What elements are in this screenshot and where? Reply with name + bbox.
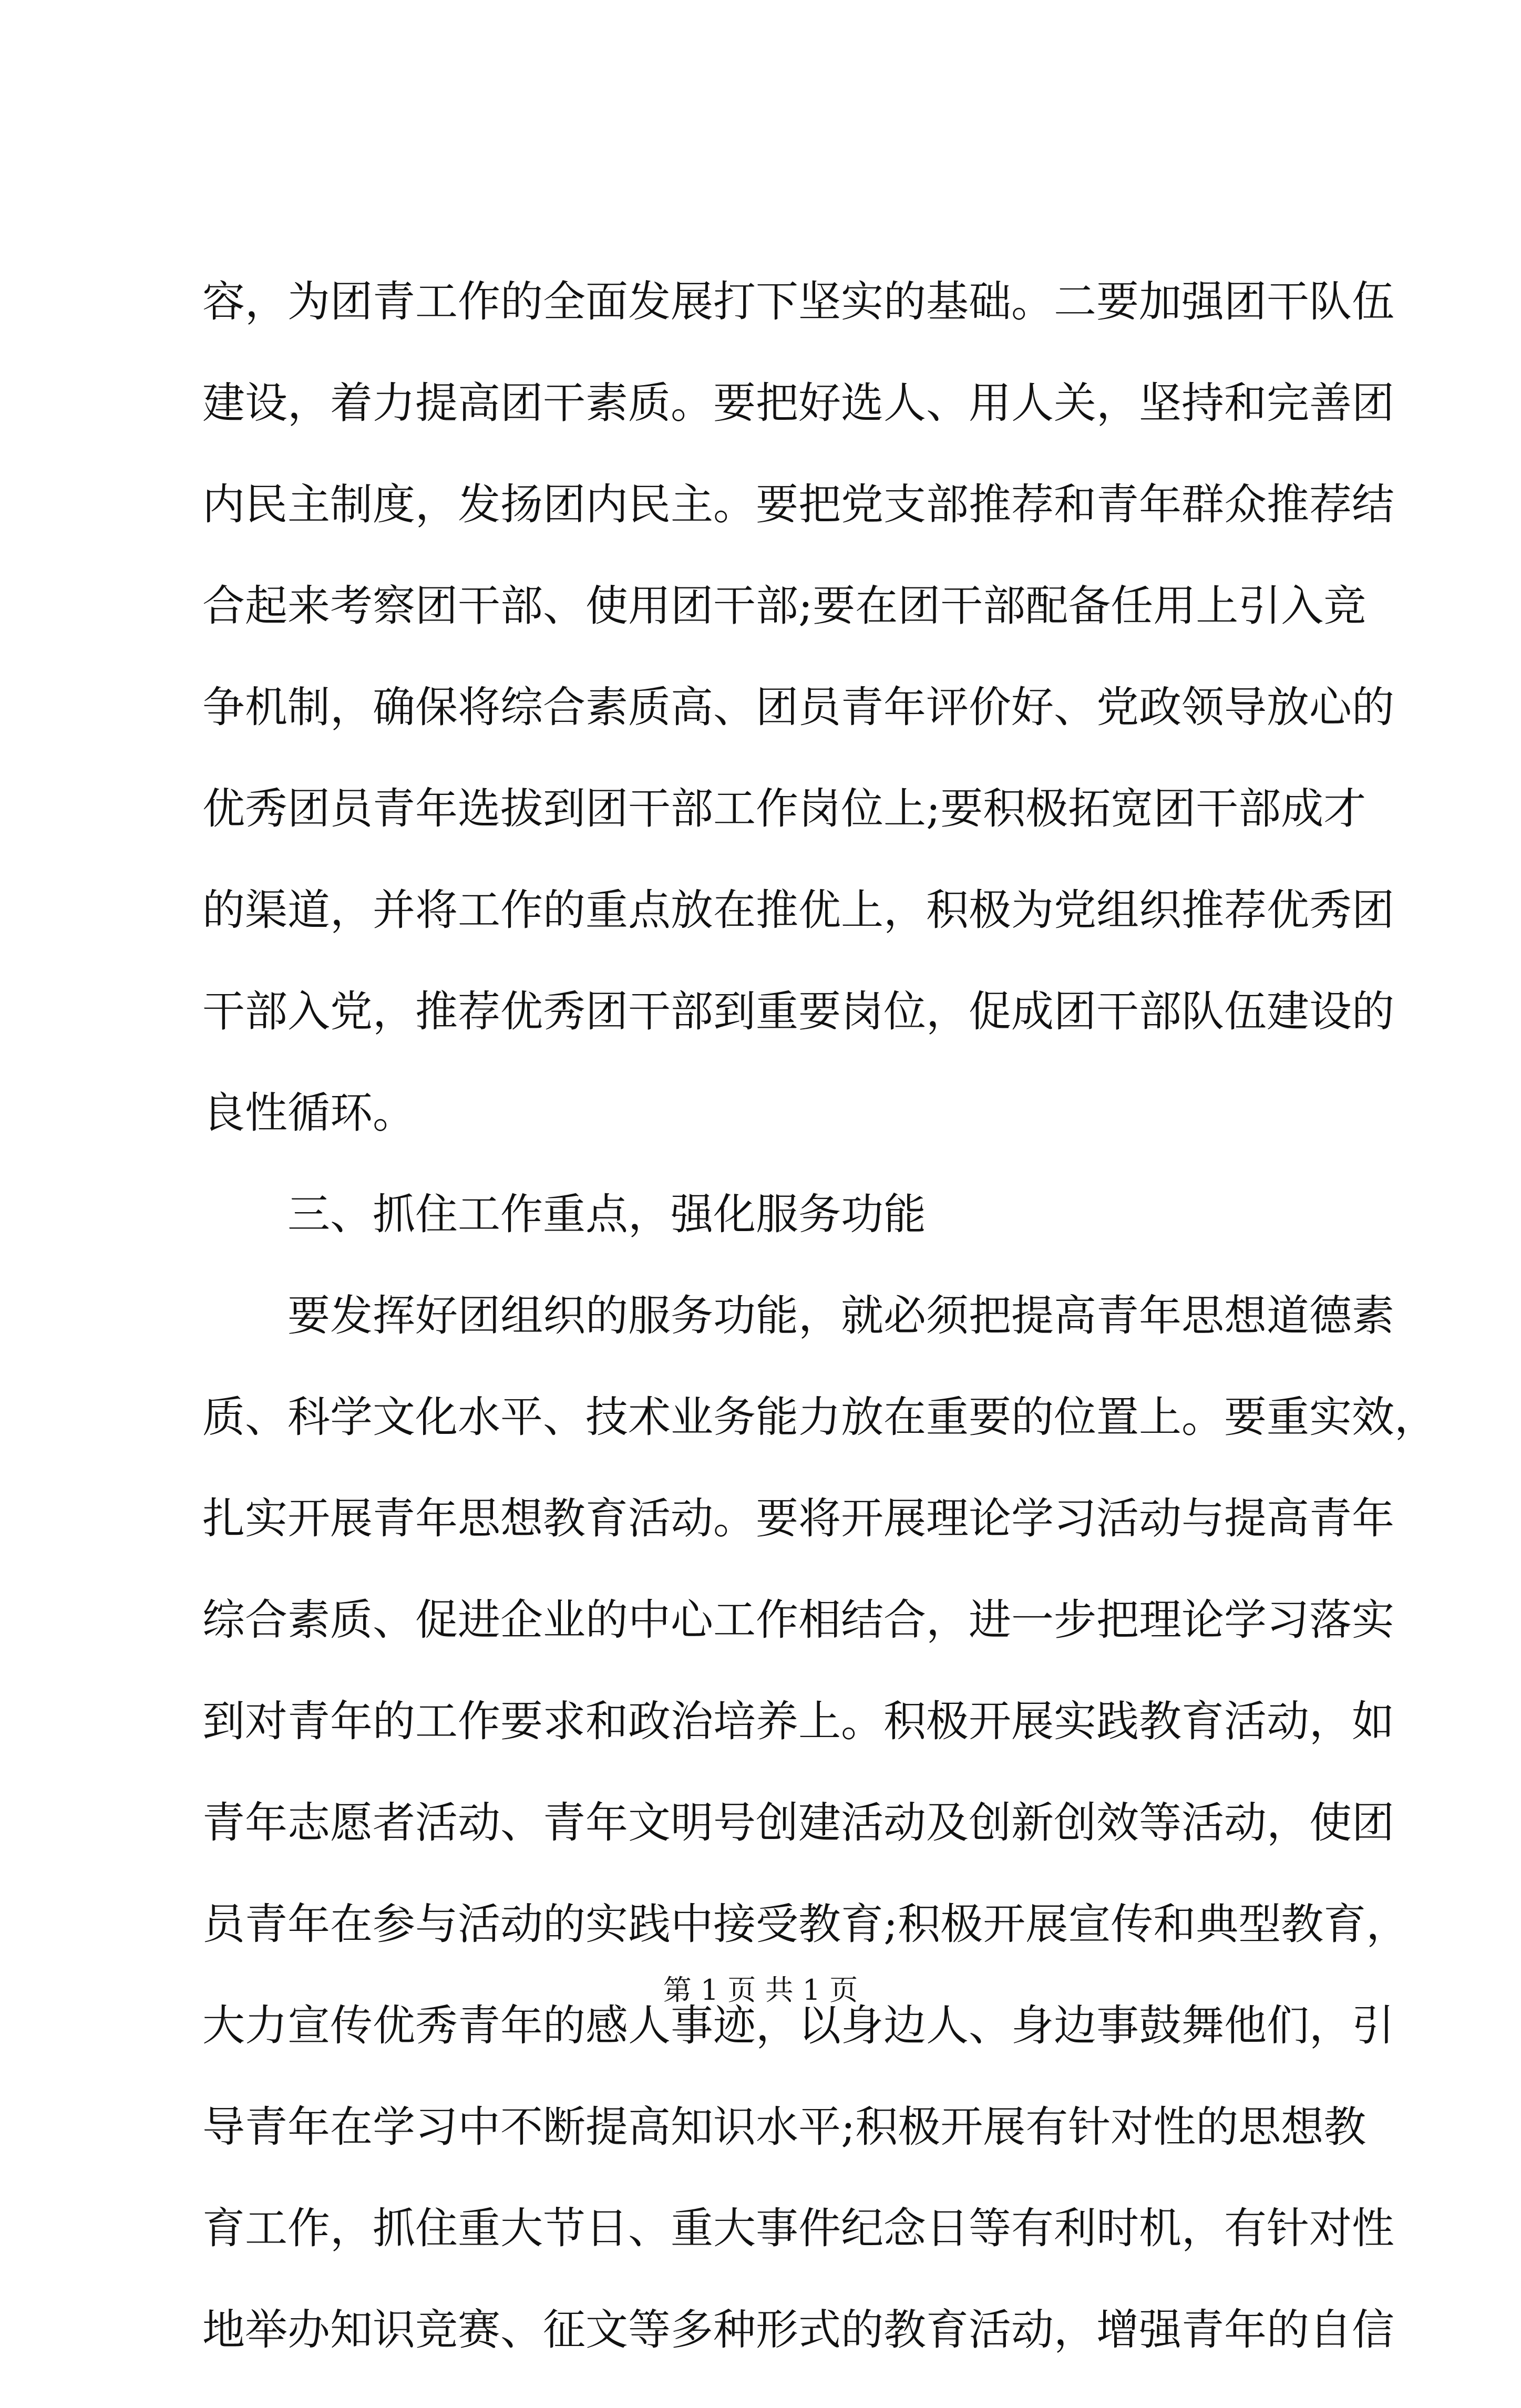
- body-line: 优秀团员青年选拔到团干部工作岗位上;要积极拓宽团干部成才: [202, 784, 1366, 834]
- body-line: 扎实开展青年思想教育活动。要将开展理论学习活动与提高青年: [202, 1494, 1395, 1544]
- body-line: 争机制，确保将综合素质高、团员青年评价好、党政领导放心的: [202, 683, 1395, 732]
- body-line: 到对青年的工作要求和政治培养上。积极开展实践教育活动，如: [202, 1697, 1395, 1746]
- body-line: 综合素质、促进企业的中心工作相结合，进一步把理论学习落实: [202, 1596, 1395, 1645]
- page-number-footer: 第 1 页 共 1 页: [663, 1973, 858, 2007]
- body-line: 导青年在学习中不断提高知识水平;积极开展有针对性的思想教: [202, 2103, 1366, 2152]
- body-line: 地举办知识竞赛、征文等多种形式的教育活动，增强青年的自信: [202, 2306, 1395, 2355]
- body-line: 育工作，抓住重大节日、重大事件纪念日等有利时机，有针对性: [202, 2204, 1395, 2254]
- body-line: 的渠道，并将工作的重点放在推优上，积极为党组织推荐优秀团: [202, 886, 1395, 935]
- body-line: 容，为团青工作的全面发展打下坚实的基础。二要加强团干队伍: [202, 277, 1395, 327]
- paragraph-first-line: 要发挥好团组织的服务功能，就必须把提高青年思想道德素: [287, 1291, 1395, 1341]
- body-line: 干部入党，推荐优秀团干部到重要岗位，促成团干部队伍建设的: [202, 987, 1395, 1037]
- body-line: 合起来考察团干部、使用团干部;要在团干部配备任用上引入竞: [202, 582, 1366, 631]
- paragraph-last-line: 良性循环。: [202, 1089, 416, 1138]
- body-line: 内民主制度，发扬团内民主。要把党支部推荐和青年群众推荐结: [202, 480, 1395, 530]
- body-line: 建设，着力提高团干素质。要把好选人、用人关，坚持和完善团: [202, 379, 1395, 428]
- body-line: 青年志愿者活动、青年文明号创建活动及创新创效等活动，使团: [202, 1799, 1395, 1848]
- body-line: 质、科学文化水平、技术业务能力放在重要的位置上。要重实效，: [202, 1393, 1437, 1442]
- section-heading: 三、抓住工作重点，强化服务功能: [287, 1190, 927, 1239]
- body-line: 大力宣传优秀青年的感人事迹，以身边人、身边事鼓舞他们，引: [202, 2001, 1395, 2051]
- document-body: [202, 277, 1437, 2408]
- body-line: 员青年在参与活动的实践中接受教育;积极开展宣传和典型教育，: [202, 1900, 1409, 1949]
